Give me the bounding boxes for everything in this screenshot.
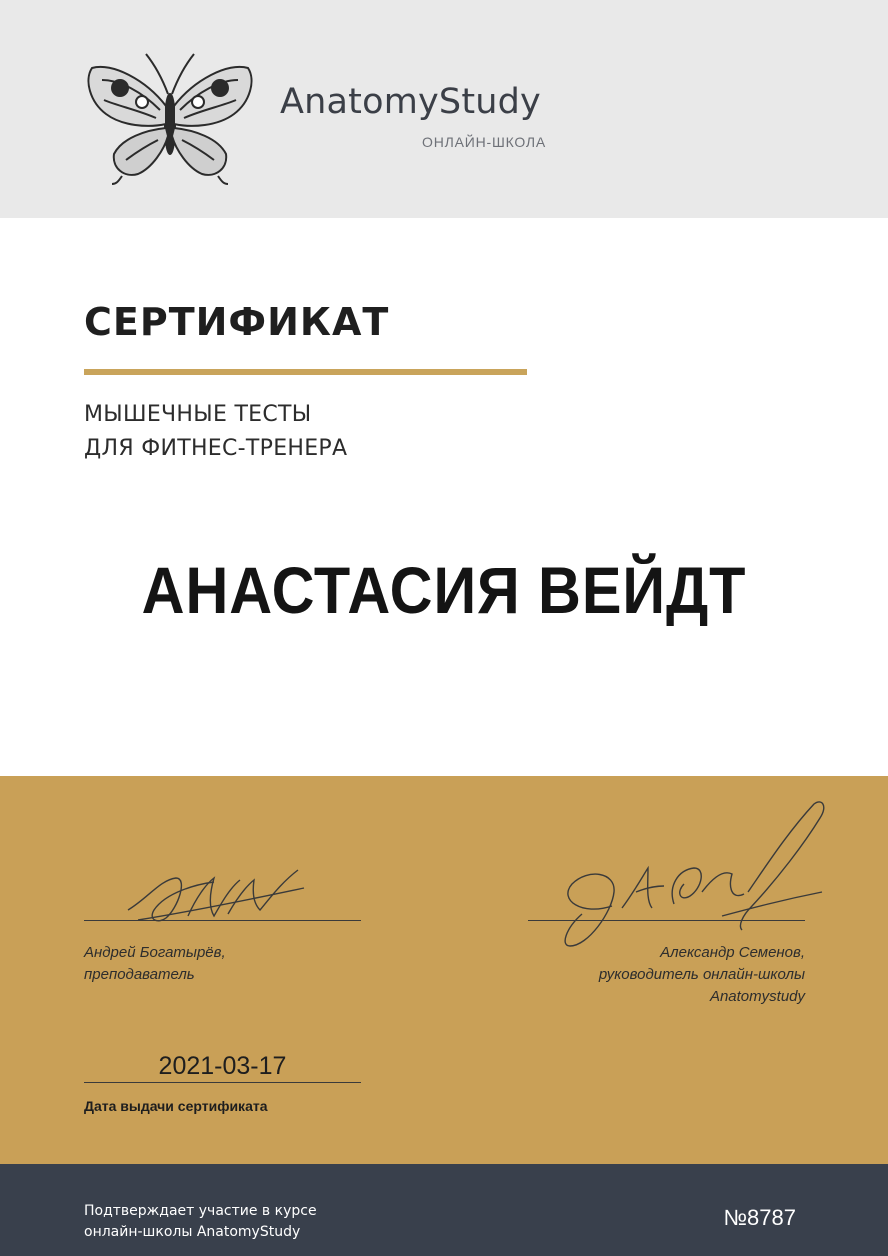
brand-subtitle: ОНЛАЙН-ШКОЛА — [422, 134, 547, 150]
right-signer-name: Александр Семенов, — [660, 944, 805, 961]
butterfly-icon — [82, 50, 258, 186]
issue-date: 2021-03-17 — [158, 1052, 287, 1080]
course-title-line-2: ДЛЯ ФИТНЕС-ТРЕНЕРА — [84, 436, 348, 461]
right-signer-role-2: Anatomystudy — [709, 988, 805, 1005]
certificate-title: СЕРТИФИКАТ — [84, 300, 390, 344]
title-divider — [84, 369, 527, 375]
brand-name: AnatomyStudy — [280, 82, 541, 122]
course-title — [84, 398, 347, 466]
course-title-line-1: МЫШЕЧНЫЕ ТЕСТЫ — [84, 402, 312, 427]
certificate-number: №8787 — [723, 1205, 796, 1230]
recipient-name: АНАСТАСИЯ ВЕЙДТ — [141, 553, 747, 627]
right-signature-image — [552, 796, 832, 956]
left-signer-name: Андрей Богатырёв, — [84, 944, 226, 961]
right-signer-role-1: руководитель онлайн-школы — [598, 966, 805, 983]
issue-date-line — [84, 1082, 361, 1083]
footer-line-1: Подтверждает участие в курсе — [84, 1203, 317, 1219]
right-signer — [520, 942, 805, 1008]
footer-text — [84, 1201, 317, 1243]
left-signature-line — [84, 920, 361, 921]
left-signer-role: преподаватель — [84, 966, 195, 983]
right-signature-line — [528, 920, 805, 921]
footer-line-2: онлайн-школы AnatomyStudy — [84, 1224, 301, 1240]
left-signer — [84, 942, 226, 986]
issue-date-label: Дата выдачи сертификата — [84, 1098, 268, 1114]
